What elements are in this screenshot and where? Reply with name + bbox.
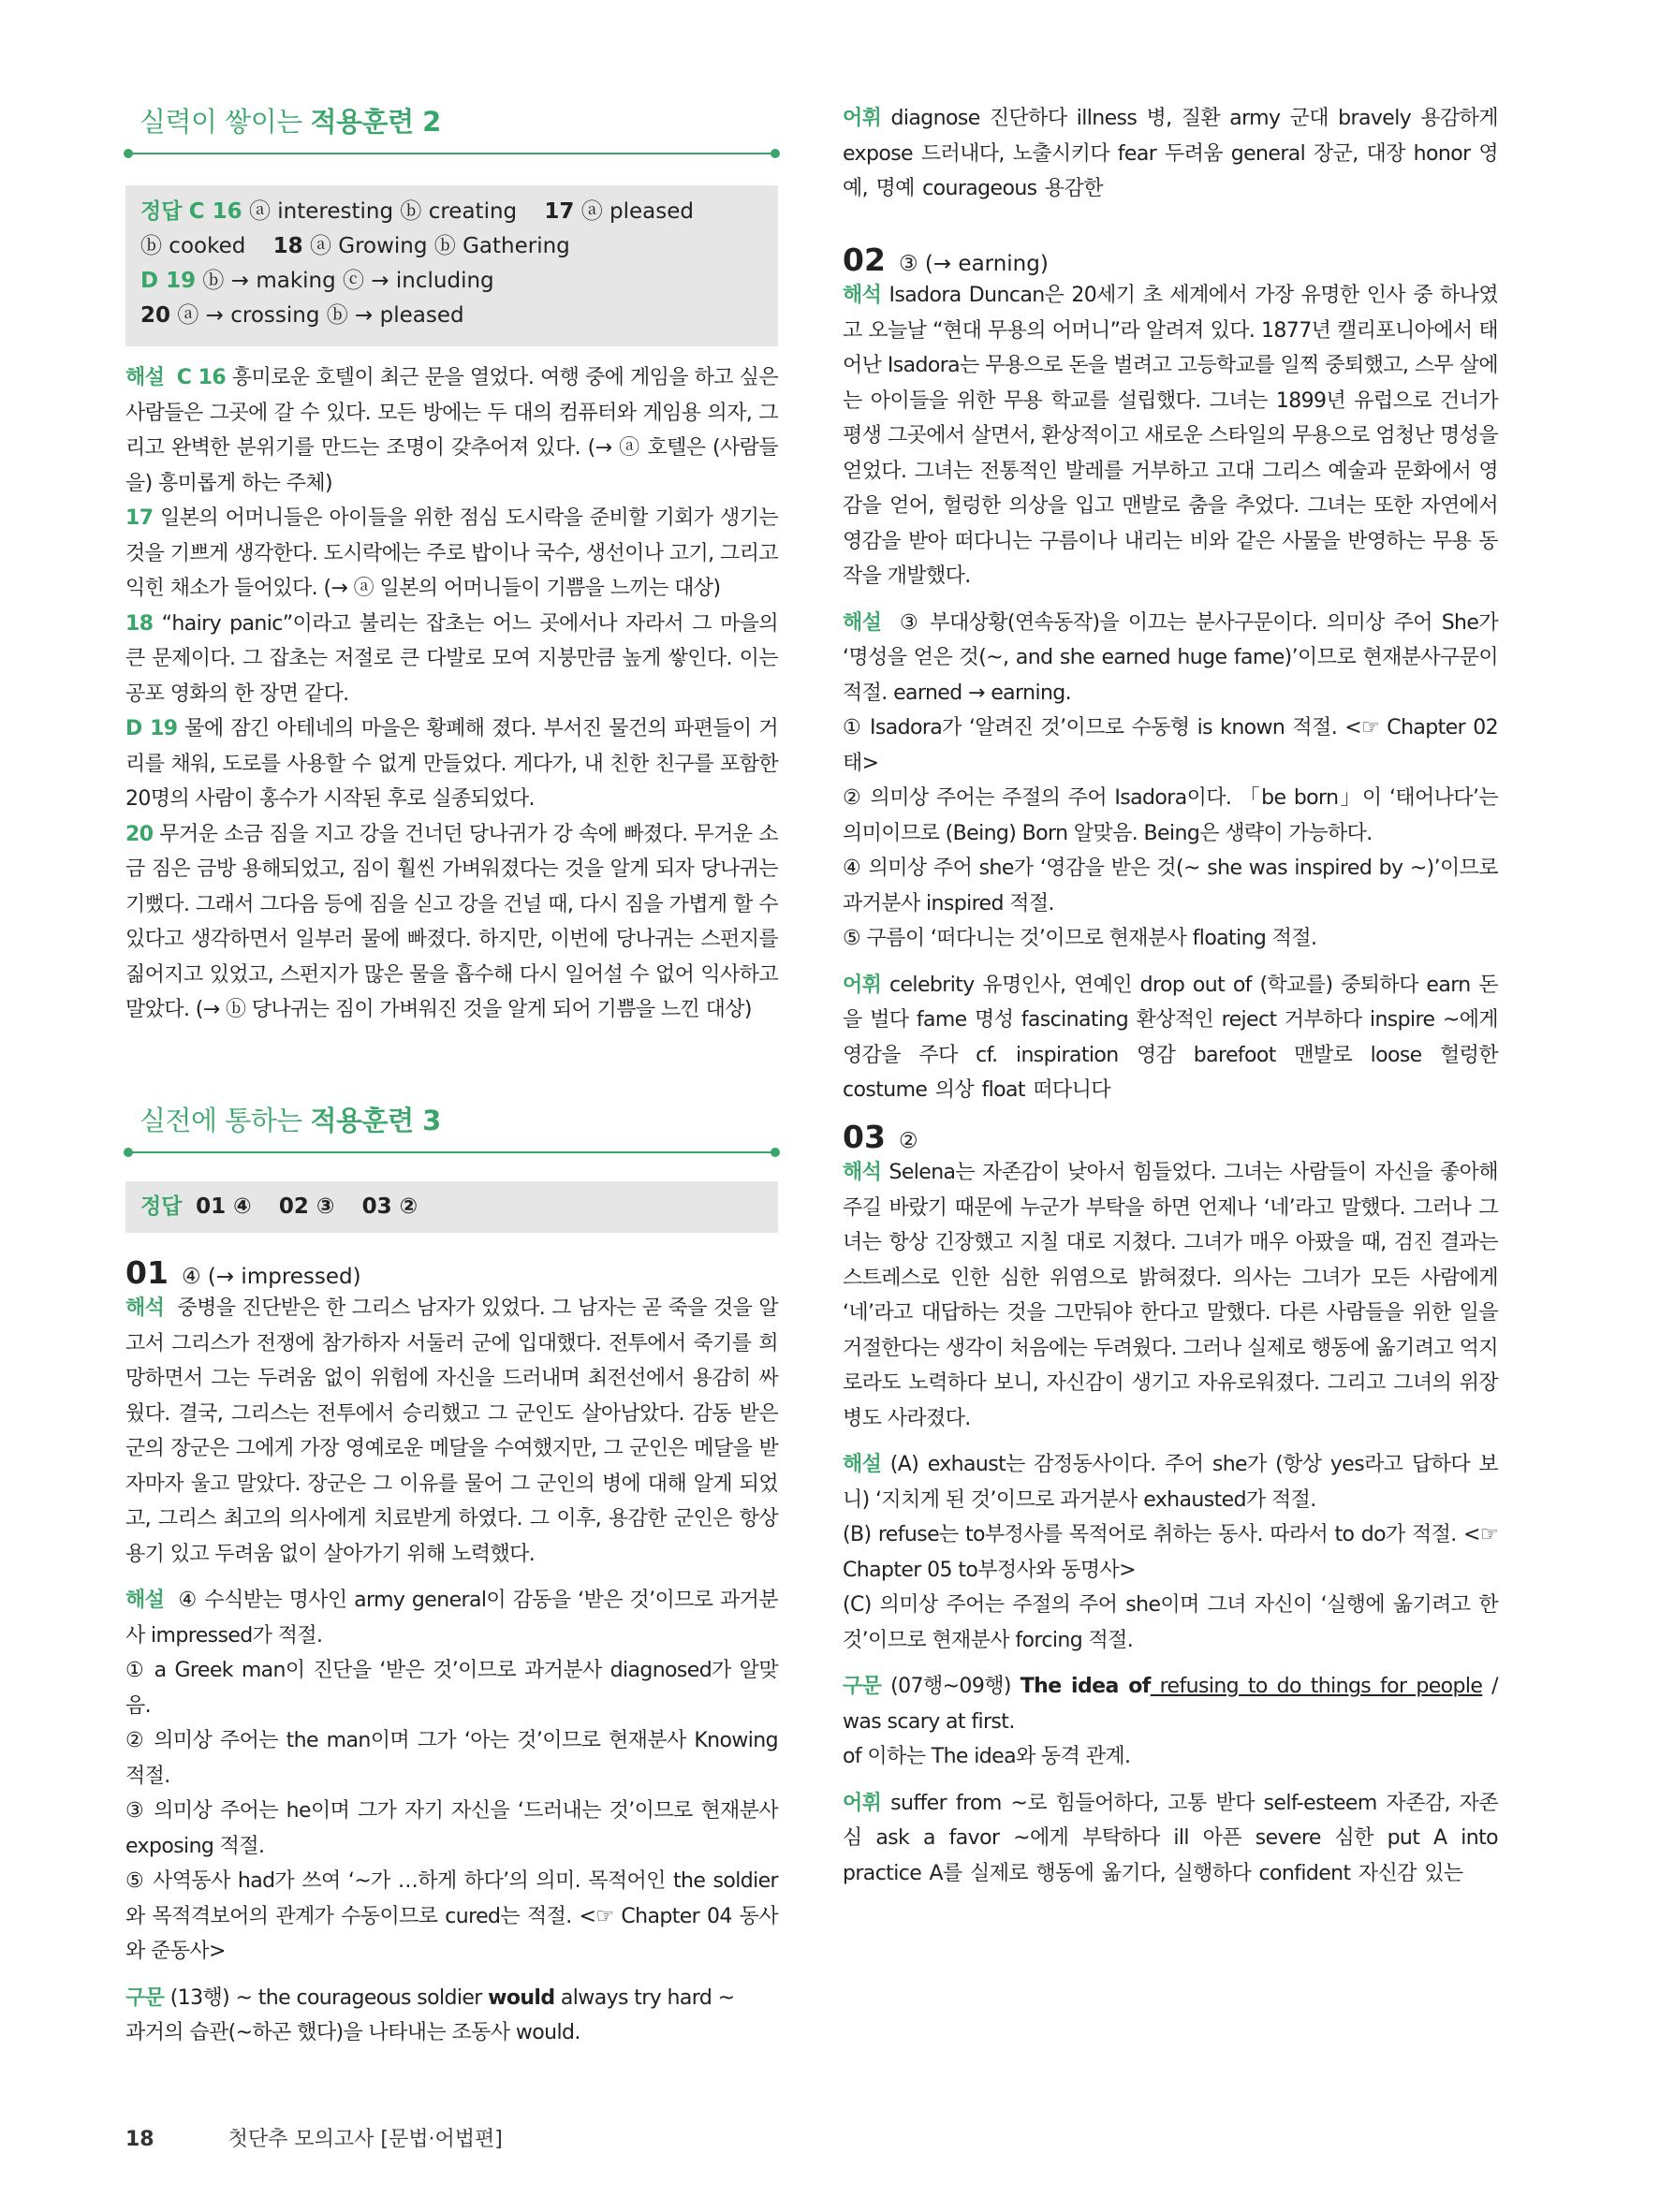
section-title-main: 적용훈련 3	[310, 1105, 441, 1136]
question-01	[125, 1254, 778, 2051]
q02-explanation	[843, 606, 1498, 711]
vocab-label: 어휘	[843, 107, 882, 130]
answer-18-label: 18	[272, 234, 303, 258]
answer-label: 정답	[140, 1194, 183, 1219]
answer-17b: ⓑ cooked	[140, 234, 246, 258]
answer-03: 03 ②	[361, 1194, 418, 1219]
question-number: 01	[125, 1254, 169, 1291]
section-title-training-3	[125, 1100, 778, 1153]
q03-explanation-a-text: (A) exhaust는 감정동사이다. 주어 she가 (항상 yes라고 답하다 보니) ‘지치게 된 것’이므로 과거분사 exhausted가 적절.	[843, 1453, 1498, 1512]
q02-option-4: ④ 의미상 주어 she가 ‘영감을 받은 것(~ she was inspired by ~)’이므로 과거분사 inspired 적절.	[843, 857, 1498, 916]
q02-vocabulary	[843, 968, 1498, 1108]
q01-syntax-bold: would	[488, 1985, 555, 2010]
vocab-label: 어휘	[843, 1791, 882, 1815]
q01-syntax-text-a: (13행) ~ the courageous soldier	[169, 1985, 489, 2010]
section-title-prefix: 실력이 쌓이는	[140, 106, 311, 138]
q03-vocab-text: suffer from ~로 힘들어하다, 고통 받다 self-esteem 자존감, 자존심 ask a favor ~에게 부탁하다 ill 아픈 severe 심한 put A into practice A를 실제로 행동에 옮기다, 실행하다 confident 자신감 있는	[843, 1791, 1498, 1885]
c16-text: 흥미로운 호텔이 최근 문을 열었다. 여행 중에 게임을 하고 싶은 사람들은 그곳에 갈 수 있다. 모든 방에는 두 대의 컴퓨터와 게임용 의자, 그리고 완벽한 분위기를 만드는 조명이 갖추어져 있다. (→ ⓐ 호텔은 (사람들을) 흥미롭게 하는 주체)	[125, 366, 778, 495]
question-02	[843, 242, 1498, 1108]
q03-syntax-text-a: (07행~09행)	[890, 1675, 1021, 1698]
section-rule	[125, 1151, 778, 1153]
section-rule	[125, 153, 778, 154]
haeseok-label: 해설	[125, 366, 165, 389]
d19-label: D 19	[125, 717, 178, 740]
c16-label: C 16	[176, 366, 227, 389]
q03-syntax-note: of 이하는 The idea와 동격 관계.	[843, 1745, 1131, 1768]
q01-translation-text: 중병을 진단받은 한 그리스 남자가 있었다. 그 남자는 곧 죽을 것을 알고서 그리스가 전쟁에 참가하자 서둘러 군에 입대했다. 전투에서 죽기를 희망하면서 그는 두려움 없이 위험에 자신을 드러내며 최전선에서 용감히 싸웠다. 결국, 그리스는 전투에서 승리했고 그 군인도 살아남았다. 감동 받은 군의 장군은 그에게 가장 영예로운 메달을 수여했지만, 그 군인은 메달을 받자마자 울고 말았다. 장군은 그 이유를 물어 그 군인의 병에 대해 알게 되었고, 그리스 최고의 의사에게 치료받게 하였다. 그 이후, 용감한 군인은 항상 용기 있고 두려움 없이 살아가기 위해 노력했다.	[125, 1296, 778, 1566]
q03-translation	[843, 1155, 1498, 1436]
answer-20: ⓐ → crossing ⓑ → pleased	[177, 303, 464, 328]
q01-translation	[125, 1291, 778, 1572]
paragraph-20	[125, 817, 778, 1028]
q01-option-1: ① a Greek man이 진단을 ‘받은 것’이므로 과거분사 diagnosed가 알맞음.	[125, 1659, 778, 1718]
q18-label: 18	[125, 611, 154, 636]
answer-d19: ⓑ → making ⓒ → including	[202, 269, 494, 293]
gumun-label: 구문	[843, 1675, 882, 1698]
q01-syntax	[125, 1981, 778, 2016]
answer-label: 정답	[140, 199, 183, 224]
gumun-label: 구문	[125, 1985, 165, 2010]
q01-explanation	[125, 1583, 778, 1653]
q17-label: 17	[125, 506, 154, 530]
answer-c16: ⓐ interesting ⓑ creating	[248, 199, 518, 224]
q01-option-3: ③ 의미상 주어는 he이며 그가 자기 자신을 ‘드러내는 것’이므로 현재분사 exposing 적절.	[125, 1799, 778, 1858]
section-title-main: 적용훈련 2	[310, 106, 441, 138]
question-01-heading	[125, 1254, 778, 1291]
q18-text: “hairy panic”이라고 불리는 잡초는 어느 곳에서나 자라서 그 마을의 큰 문제이다. 그 잡초는 저절로 큰 다발로 모여 지붕만큼 높게 쌓인다. 이는 공포 영화의 한 장면 같다.	[125, 611, 778, 706]
answer-17: ⓐ pleased	[580, 199, 694, 224]
haeseol-label: 해설	[125, 1589, 165, 1612]
question-number: 03	[843, 1119, 886, 1155]
page-number: 18	[125, 2128, 154, 2151]
q02-option-1: ① Isadora가 ‘알려진 것’이므로 수동형 is known 적절. <☞ Chapter 02 태>	[843, 716, 1498, 775]
question-answer: ④ (→ impressed)	[181, 1265, 361, 1289]
answer-c16-label: C 16	[188, 199, 242, 224]
paragraph-d19	[125, 711, 778, 817]
paragraph-c16	[125, 360, 778, 501]
q01-option-2: ② 의미상 주어는 the man이며 그가 ‘아는 것’이므로 현재분사 Knowing 적절.	[125, 1729, 778, 1788]
q03-explanation-c: (C) 의미상 주어는 주절의 주어 she이며 그녀 자신이 ‘실행에 옮기려고 한 것’이므로 현재분사 forcing 적절.	[843, 1593, 1498, 1652]
q01-vocabulary	[843, 101, 1498, 207]
section-title-training-2	[125, 101, 778, 154]
q02-vocab-text: celebrity 유명인사, 연예인 drop out of (학교를) 중퇴하다 earn 돈을 벌다 fame 명성 fascinating 환상적인 reject 거부하다 inspire ~에게 영감을 주다 cf. inspiration 영감 barefoot 맨발로 loose 헐렁한 costume 의상 float 떠다니다	[843, 973, 1498, 1102]
q03-explanation-a	[843, 1447, 1498, 1517]
q01-syntax-text-c: always try hard ~	[554, 1985, 735, 2010]
question-02-heading	[843, 242, 1498, 278]
q02-translation-text: Isadora Duncan은 20세기 초 세계에서 가장 유명한 인사 중 하나였고 오늘날 “현대 무용의 어머니”라 알려져 있다. 1877년 캘리포니아에서 태어난 Isadora는 무용으로 돈을 벌려고 고등학교를 일찍 중퇴했고, 스무 살에는 아이들을 위한 무용 학교를 설립했다. 그녀는 1899년 유럽으로 건너가 평생 그곳에서 살면서, 환상적이고 새로운 스타일의 무용으로 엄청난 명성을 얻었다. 그녀는 전통적인 발레를 거부하고 고대 그리스 예술과 문화에서 영감을 얻어, 헐렁한 의상을 입고 맨발로 춤을 추었다. 그녀는 또한 자연에서 영감을 받아 떠다니는 구름이나 내리는 비와 같은 사물을 반영하는 무용 동작을 개발했다.	[843, 284, 1498, 588]
paragraph-18	[125, 607, 778, 712]
book-title: 첫단추 모의고사 [문법·어법편]	[228, 2128, 503, 2151]
q01-explanation-text: ④ 수식받는 명사인 army general이 감동을 ‘받은 것’이므로 과거분사 impressed가 적절.	[125, 1589, 778, 1648]
q01-syntax-note: 과거의 습관(~하곤 했다)을 나타내는 조동사 would.	[125, 2021, 580, 2044]
q02-option-5: ⑤ 구름이 ‘떠다니는 것’이므로 현재분사 floating 적절.	[843, 927, 1317, 950]
answer-box-training-3	[125, 1181, 778, 1233]
q03-explanation-b: (B) refuse는 to부정사를 목적어로 취하는 동사. 따라서 to do가 적절. <☞ Chapter 05 to부정사와 동명사>	[843, 1523, 1498, 1582]
answer-02: 02 ③	[278, 1194, 335, 1219]
section-title-prefix: 실전에 통하는	[140, 1105, 311, 1136]
question-answer: ③ (→ earning)	[898, 252, 1049, 276]
answer-01: 01 ④	[196, 1194, 252, 1219]
q03-syntax-bold: The idea of	[1020, 1675, 1151, 1698]
explanation-training-2	[125, 360, 778, 1028]
d19-text: 물에 잠긴 아테네의 마을은 황폐해 졌다. 부서진 물건의 파편들이 거리를 채워, 도로를 사용할 수 없게 만들었다. 게다가, 내 친한 친구를 포함한 20명의 사람이 홍수가 시작된 후로 실종되었다.	[125, 717, 778, 811]
question-03	[843, 1119, 1498, 1891]
answer-20-label: 20	[140, 303, 171, 328]
haeseok-label: 해석	[843, 1161, 882, 1184]
haeseok-label: 해석	[125, 1296, 165, 1320]
q17-text: 일본의 어머니들은 아이들을 위한 점심 도시락을 준비할 기회가 생기는 것을 기쁘게 생각한다. 도시락에는 주로 밥이나 국수, 생선이나 고기, 그리고 익힌 채소가 들어있다. (→ ⓐ 일본의 어머니들이 기쁨을 느끼는 대상)	[125, 506, 778, 600]
q02-option-2: ② 의미상 주어는 주절의 주어 Isadora이다. 「be born」이 ‘태어나다’는 의미이므로 (Being) Born 알맞음. Being은 생략이 가능하다.	[843, 786, 1498, 845]
paragraph-17	[125, 501, 778, 607]
vocab-label: 어휘	[843, 973, 882, 997]
answer-box-training-2	[125, 185, 778, 346]
q20-label: 20	[125, 822, 154, 846]
question-number: 02	[843, 242, 886, 278]
answer-d19-label: D 19	[140, 269, 197, 293]
answer-17-label: 17	[544, 199, 575, 224]
q03-translation-text: Selena는 자존감이 낮아서 힘들었다. 그녀는 사람들이 자신을 좋아해 주길 바랐기 때문에 누군가 부탁을 하면 언제나 ‘네’라고 말했다. 그러나 그녀는 항상 긴장했고 지칠 대로 지쳤다. 그녀가 매우 아팠을 때, 검진 결과는 스트레스로 인한 심한 위염으로 밝혀졌다. 의사는 그녀가 모든 사람에게 ‘네’라고 대답하는 것을 그만둬야 한다고 말했다. 다른 사람들을 위한 일을 거절한다는 생각이 처음에는 두려웠다. 그러나 실제로 행동에 옮기려고 억지로라도 노력하다 보니, 자신감이 생기고 자유로워졌다. 그리고 그녀의 위장병도 사라졌다.	[843, 1161, 1498, 1430]
question-answer: ②	[898, 1129, 918, 1153]
q03-syntax-underlined: refusing to do things for people	[1150, 1675, 1483, 1698]
answer-18: ⓐ Growing ⓑ Gathering	[309, 234, 570, 258]
q03-syntax-text-d: / was scary at first.	[843, 1675, 1498, 1734]
page-footer	[125, 2123, 503, 2152]
q01-vocab-text: diagnose 진단하다 illness 병, 질환 army 군대 bravely 용감하게 expose 드러내다, 노출시키다 fear 두려움 general 장군, 대장 honor 영예, 명예 courageous 용감한	[843, 107, 1498, 200]
q20-text: 무거운 소금 짐을 지고 강을 건너던 당나귀가 강 속에 빠졌다. 무거운 소금 짐은 금방 용해되었고, 짐이 훨씬 가벼워졌다는 것을 알게 되자 당나귀는 기뻤다. 그래서 그다음 등에 짐을 싣고 강을 건널 때, 다시 짐을 가볍게 할 수 있다고 생각하면서 일부러 물에 빠졌다. 하지만, 이번에 당나귀는 스펀지를 짊어지고 있었고, 스펀지가 많은 물을 흡수해 다시 일어설 수 없어 익사하고 말았다. (→ ⓑ 당나귀는 짐이 가벼워진 것을 알게 되어 기쁨을 느낀 대상)	[125, 822, 778, 1021]
q03-vocabulary	[843, 1786, 1498, 1892]
haeseok-label: 해석	[843, 284, 882, 307]
q03-syntax	[843, 1669, 1498, 1739]
q02-explanation-text: ③ 부대상황(연속동작)을 이끄는 분사구문이다. 의미상 주어 She가 ‘명성을 얻은 것(~, and she earned huge fame)’이므로 현재분사구문이 적절. earned → earning.	[843, 610, 1498, 705]
haeseol-label: 해설	[843, 610, 882, 635]
question-03-heading	[843, 1119, 1498, 1155]
q01-option-5: ⑤ 사역동사 had가 쓰여 ‘~가 …하게 하다’의 의미. 목적어인 the soldier와 목적격보어의 관계가 수동이므로 cured는 적절. <☞ Chapter 04 동사와 준동사>	[125, 1869, 778, 1963]
haeseol-label: 해설	[843, 1453, 882, 1476]
q02-translation	[843, 278, 1498, 594]
